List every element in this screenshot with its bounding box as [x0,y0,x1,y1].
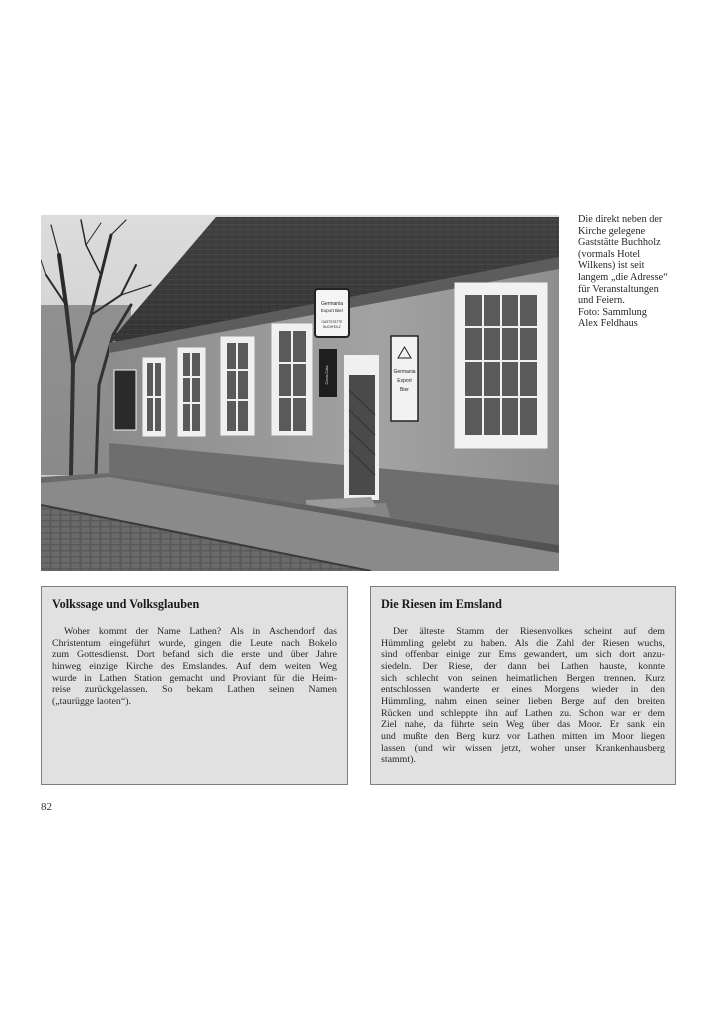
body-line: stammt). [381,754,416,766]
svg-text:GASTSTÄTTE: GASTSTÄTTE [321,320,343,324]
svg-text:Export: Export [397,378,412,384]
svg-text:BUCHHOLZ: BUCHHOLZ [323,325,341,329]
sign-text: Germania [321,301,343,307]
caption-line: Gaststätte Buchholz [578,237,661,249]
body-line: zum Gottesdienst. Dort befand sich die erste und über Jahre [52,649,337,661]
volkssage-box [41,586,348,785]
caption-line: Die direkt neben der [578,214,663,225]
body-line: Christentum eingeführt wurde, gingen die Leute nach Bokelo [52,637,337,649]
page-number: 82 [41,801,52,813]
body-line: Ziel nahe, da führte sein Weg über das Moor. Er sank ein [381,719,665,731]
box-title: Volkssage und Volksglauben [52,597,200,611]
coca-cola-sign: Coca-Cola [324,365,329,385]
body-line: Rücken und schleppte ihn auf Lathen zu. Schon war er dem [381,707,665,719]
caption-line: Foto: Sammlung [578,306,647,318]
body-line: Hümmling, nahm einen seiner lieben Berge auf den breiten [381,695,665,707]
building-photo [41,215,559,571]
caption-line: langem „die Adresse“ [578,271,668,283]
box-body [52,626,337,708]
svg-text:Bier: Bier [400,387,409,393]
body-line: („taurügge laoten“). [52,695,131,707]
body-line: hinweg einzige Kirche des Emslandes. Auf dem weiten Weg [52,660,337,672]
body-line: entschlossen wanderte er eines Morgens wieder in den [381,684,665,696]
body-line: wurde in Lathen Station gemacht und Proviant für die Heim- [52,672,337,684]
box-body [381,626,665,766]
body-line: sind offenbar einige zur Ems gewandert, um sich dort anzu- [381,649,665,661]
body-line: Woher kommt der Name Lathen? Als in Aschendorf das [64,626,337,637]
svg-text:Germania: Germania [393,369,416,375]
caption-line: für Veranstaltungen [578,283,659,295]
body-line: reise zurückgelassen. So bekam Lathen seinen Namen [52,684,337,696]
svg-text:Export Bier: Export Bier [320,308,344,313]
caption-line: und Feiern. [578,295,625,307]
box-title: Die Riesen im Emsland [381,597,502,611]
caption-line: Kirche gelegene [578,225,646,237]
caption-line: Alex Feldhaus [578,318,638,330]
photo-caption [578,214,688,330]
body-line: Der älteste Stamm der Riesenvolkes scheint auf dem [393,626,665,637]
germania-top-sign [315,289,349,337]
caption-line: Wilkens) ist seit [578,260,645,272]
caption-line: (vormals Hotel [578,248,641,260]
body-line: lassen (und wir wissen jetzt, woher unser Krankenhausberg [381,742,665,754]
body-line: sich schlecht von seinen heimatlichen Bergen trennen. Kurz [381,672,665,684]
germania-right-sign [391,336,418,421]
gaststaette-buchholz-photo [41,215,559,571]
body-line: Hümmling gelebt zu haben. Als die Zahl der Riesen wuchs, [381,637,665,649]
riesen-box [370,586,676,785]
body-line: siedeln. Der Riese, der dann bei Lathen hauste, konnte [381,660,665,672]
body-line: und mußte den Berg kurz vor Lathen mitten im Moor liegen [381,730,665,742]
